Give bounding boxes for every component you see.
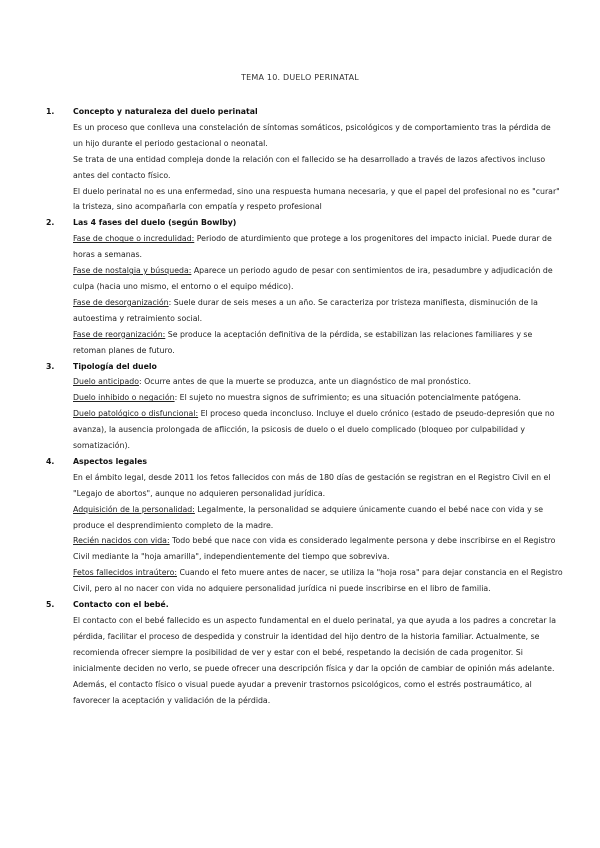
paragraph <box>73 295 563 327</box>
paragraph-label: Duelo anticipado <box>73 377 139 387</box>
section-number: 5. <box>46 600 55 610</box>
paragraph-text: El proceso queda inconcluso. Incluye el duelo crónico (estado de pseudo-depresión que no avanza), la ausencia prolongada de aflicción, la psicosis de duelo o el duelo complicado (bloqueo por culpabilidad y somatización). <box>73 409 555 451</box>
section-number: 4. <box>46 456 55 466</box>
paragraph-label: Duelo patológico o disfuncional: <box>73 409 199 419</box>
paragraph <box>73 533 563 565</box>
paragraph-text: Aparece un periodo agudo de pesar con sentimientos de ira, pesadumbre y adjudicación de culpa (hacia uno mismo, el entorno o el equipo médico). <box>73 266 553 291</box>
paragraph-text: : Suele durar de seis meses a un año. Se caracteriza por tristeza manifiesta, disminución de la autoestima y retraimiento social. <box>73 297 538 323</box>
paragraph-text: En el ámbito legal, desde 2011 los fetos fallecidos con más de 180 días de gestación se registran en el Registro Civil en el "Legajo de abortos", aunque no adquieren personalidad jurídica. <box>73 472 551 498</box>
document-title: TEMA 10. DUELO PERINATAL <box>241 73 359 82</box>
section-heading: Tipología del duelo <box>73 361 157 371</box>
paragraph <box>73 263 563 295</box>
paragraph-label: Fase de desorganización <box>73 297 169 307</box>
paragraph <box>73 152 563 184</box>
paragraph <box>73 470 563 502</box>
paragraph <box>73 120 563 152</box>
paragraph-text: El duelo perinatal no es una enfermedad, sino una respuesta humana necesaria, y que el papel del profesional no es "curar" la tristeza, sino acompañarla con empatía y respeto profesional <box>73 186 560 212</box>
section-4 <box>43 454 563 597</box>
paragraph <box>73 374 563 390</box>
paragraph <box>73 390 563 406</box>
paragraph-label: Adquisición de la personalidad: <box>73 504 195 514</box>
paragraph-label: Duelo inhibido o negación <box>73 393 175 403</box>
paragraph-text: Se trata de una entidad compleja donde la relación con el fallecido se ha desarrollado a través de lazos afectivos incluso antes del contacto físico. <box>73 154 546 180</box>
section-2 <box>43 215 563 358</box>
section-heading: Concepto y naturaleza del duelo perinatal <box>73 107 258 116</box>
paragraph <box>73 231 563 263</box>
document-content <box>43 104 563 708</box>
paragraph-text: Es un proceso que conlleva una constelación de síntomas somáticos, psicológicos y de comportamiento tras la pérdida de un hijo durante el periodo gestacional o neonatal. <box>73 122 551 148</box>
section-number: 1. <box>46 107 55 116</box>
paragraph <box>73 565 563 597</box>
paragraph-text: : El sujeto no muestra signos de sufrimiento; es una situación potencialmente patógena. <box>174 393 522 403</box>
paragraph-text: Cuando el feto muere antes de nacer, se utiliza la "hoja rosa" para dejar constancia en el Registro Civil, pero al no nacer con vida no adquiere personalidad jurídica ni puede inscribirse en el libro de familia. <box>73 568 563 594</box>
paragraph <box>73 502 563 534</box>
paragraph-text: El contacto con el bebé fallecido es un aspecto fundamental en el duelo perinatal, ya que ayuda a los padres a concretar la pérdida, facilitar el proceso de despedida y construir la identidad del hijo dentro de la historia familiar. Actualmente, se recomienda ofrecer siempre la posibilidad de ver y estar con el bebé, respetando la decisión de cada progenitor. Si inicialmente deciden no verlo, se puede ofrecer una descripción física y dar la opción de cambiar de opinión más adelante. Además, el contacto físico o visual puede ayudar a prevenir trastornos psicológicos, como el estrés postraumático, al favorecer la aceptación y validación de la pérdida. <box>73 616 556 705</box>
section-heading: Las 4 fases del duelo (según Bowlby) <box>73 218 237 228</box>
paragraph-label: Recién nacidos con vida: <box>73 536 170 546</box>
paragraph-text: Todo bebé que nace con vida es considerado legalmente persona y debe inscribirse en el Registro Civil mediante la "hoja amarilla", independientemente del tiempo que sobreviva. <box>73 536 556 562</box>
section-1 <box>43 104 563 215</box>
section-heading: Contacto con el bebé. <box>73 600 169 610</box>
section-number: 3. <box>46 361 55 371</box>
paragraph-label: Fetos fallecidos intraútero: <box>73 568 177 578</box>
paragraph-text: Legalmente, la personalidad se adquiere únicamente cuando el bebé nace con vida y se produce el desprendimiento completo de la madre. <box>73 504 544 530</box>
section-3 <box>43 359 563 454</box>
paragraph-text: Periodo de aturdimiento que protege a los progenitores del impacto inicial. Puede durar de horas a semanas. <box>73 234 552 260</box>
paragraph-text: : Ocurre antes de que la muerte se produzca, ante un diagnóstico de mal pronóstico. <box>139 377 471 387</box>
paragraph-text: Se produce la aceptación definitiva de la pérdida, se estabilizan las relaciones familiares y se retoman planes de futuro. <box>73 329 533 355</box>
paragraph <box>73 184 563 216</box>
paragraph <box>73 327 563 359</box>
paragraph-label: Fase de choque o incredulidad: <box>73 234 195 244</box>
paragraph-label: Fase de nostalgia y búsqueda: <box>73 266 192 276</box>
section-5 <box>43 597 563 708</box>
paragraph <box>73 406 563 454</box>
paragraph <box>73 613 563 708</box>
section-heading: Aspectos legales <box>73 456 148 466</box>
paragraph-label: Fase de reorganización: <box>73 329 166 339</box>
section-number: 2. <box>46 218 55 228</box>
